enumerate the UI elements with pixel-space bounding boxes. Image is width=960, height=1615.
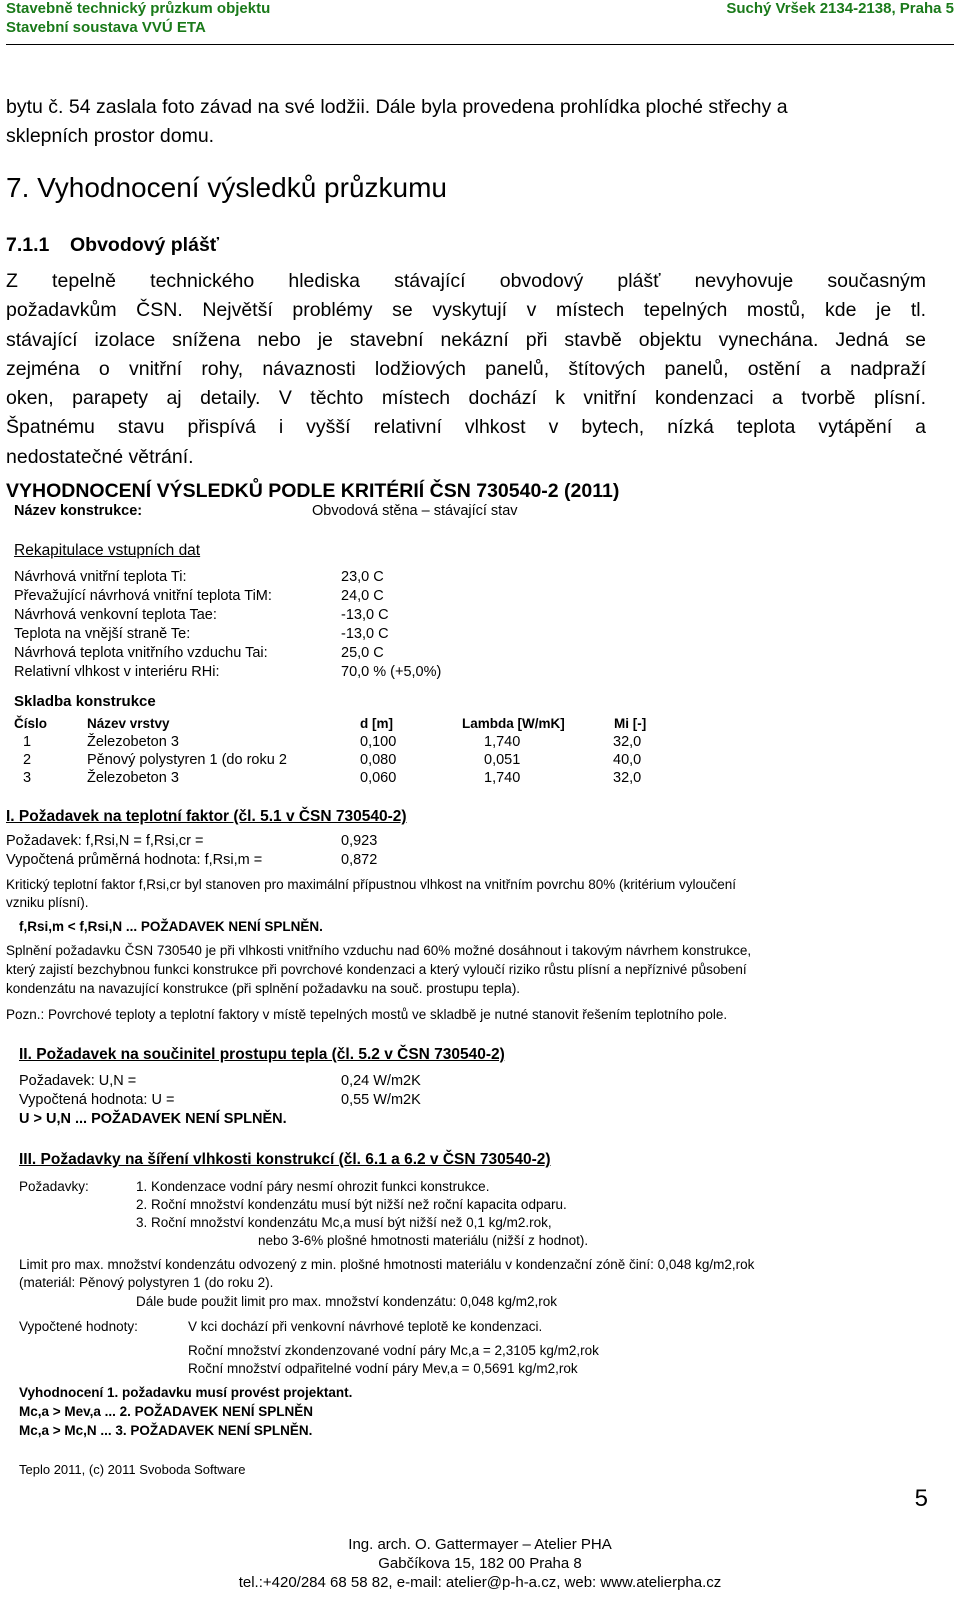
- requirement-3-item: 3. Roční množství kondenzátu Mc,a musí být nižší než 0,1 kg/m2.rok,: [136, 1215, 552, 1230]
- input-value: 70,0 % (+5,0%): [341, 664, 442, 680]
- requirement-2-result: U > U,N ... POŽADAVEK NENÍ SPLNĚN.: [19, 1111, 287, 1127]
- input-value: 25,0 C: [341, 645, 384, 661]
- input-value: -13,0 C: [341, 607, 389, 623]
- requirement-2-value: 0,24 W/m2K: [341, 1073, 421, 1089]
- requirement-3-item: 1. Kondenzace vodní páry nesmí ohrozit funkci konstrukce.: [136, 1179, 490, 1194]
- paragraph-line: požadavkům ČSN. Největší problémy se vyskytují v místech tepelných mostů, kde je tl.: [6, 299, 926, 322]
- section-heading: 7. Vyhodnocení výsledků průzkumu: [6, 172, 447, 203]
- paragraph-line: Špatnému stavu přispívá i vyšší relativní vlhkost v bytech, nízká teplota vytápění a: [6, 416, 926, 439]
- requirement-1-result: f,Rsi,m < f,Rsi,N ... POŽADAVEK NENÍ SPLNĚN.: [19, 919, 323, 934]
- layer-cell-mi: 32,0: [613, 770, 642, 786]
- input-value: 24,0 C: [341, 588, 384, 604]
- input-value: -13,0 C: [341, 626, 389, 642]
- calculated-line: V kci dochází při venkovní návrhové teplotě ke kondenzaci.: [188, 1319, 543, 1334]
- evaluation-line: Vyhodnocení 1. požadavku musí provést projektant.: [19, 1385, 353, 1400]
- section-paragraph: [6, 267, 926, 472]
- input-label: Návrhová teplota vnitřního vzduchu Tai:: [14, 645, 268, 661]
- requirement-2-title: II. Požadavek na součinitel prostupu tepla (čl. 5.2 v ČSN 730540-2): [19, 1046, 505, 1063]
- layer-cell-name: Železobeton 3: [87, 770, 179, 786]
- calculated-label: Vypočtené hodnoty:: [19, 1319, 138, 1334]
- layer-cell-mi: 32,0: [613, 734, 642, 750]
- layers-header-thickness: d [m]: [360, 716, 393, 731]
- limit-line: Limit pro max. množství kondenzátu odvozený z min. plošné hmotnosti materiálu v kondenzační zóně činí: 0,048 kg/m2,rok: [19, 1257, 755, 1272]
- requirement-2-label: Vypočtená hodnota: U =: [19, 1092, 175, 1108]
- input-label: Návrhová venkovní teplota Tae:: [14, 607, 217, 623]
- evaluation-line: Mc,a > Mev,a ... 2. POŽADAVEK NENÍ SPLNĚN: [19, 1404, 313, 1419]
- requirement-1-value: 0,923: [341, 833, 378, 849]
- header-building-system: Stavební soustava VVÚ ETA: [6, 19, 206, 36]
- requirement-3-item: 2. Roční množství kondenzátu musí být nižší než roční kapacita odparu.: [136, 1197, 567, 1212]
- intro-line-1: bytu č. 54 zaslala foto závad na své lodžii. Dále byla provedena prohlídka ploché střechy a: [6, 96, 788, 118]
- layer-cell-name: Pěnový polystyren 1 (do roku 2: [87, 752, 287, 768]
- input-label: Převažující návrhová vnitřní teplota TiM:: [14, 588, 272, 604]
- requirement-1-paragraph-line: který zajistí bezchybnou funkci konstrukce při povrchové kondenzaci a který vyloučí riziko růstu plísní a nepříznivé působení: [6, 962, 747, 977]
- layer-cell-number: 3: [23, 770, 32, 786]
- subsection-number: 7.1.1: [6, 234, 50, 256]
- report-title: VYHODNOCENÍ VÝSLEDKŮ PODLE KRITÉRIÍ ČSN 730540-2 (2011): [6, 480, 620, 502]
- requirement-3-label: Požadavky:: [19, 1179, 89, 1194]
- paragraph-line: stávající izolace snížena nebo je stavební nekázní při stavbě objektu vynechána. Jedná se: [6, 328, 926, 351]
- intro-line-2: sklepních prostor domu.: [6, 125, 215, 147]
- header-document-title: Stavebně technický průzkum objektu: [6, 0, 271, 17]
- input-value: 23,0 C: [341, 569, 384, 585]
- recap-title: Rekapitulace vstupních dat: [14, 542, 201, 559]
- layers-title: Skladba konstrukce: [14, 693, 156, 710]
- evaluation-line: Mc,a > Mc,N ... 3. POŽADAVEK NENÍ SPLNĚN.: [19, 1423, 313, 1438]
- requirement-1-title: I. Požadavek na teplotní faktor (čl. 5.1 v ČSN 730540-2): [6, 808, 407, 825]
- layers-header-number: Číslo: [14, 716, 48, 731]
- layer-cell-thickness: 0,060: [360, 770, 397, 786]
- input-label: Teplota na vnější straně Te:: [14, 626, 191, 642]
- layers-header-lambda: Lambda [W/mK]: [462, 716, 565, 731]
- subsection-title: Obvodový plášť: [70, 234, 220, 256]
- layer-cell-lambda: 1,740: [484, 734, 521, 750]
- header-rule: [6, 44, 954, 45]
- calculated-line: Roční množství odpařitelné vodní páry Mev,a = 0,5691 kg/m2,rok: [188, 1361, 578, 1376]
- footer-author: Ing. arch. O. Gattermayer – Atelier PHA: [348, 1536, 612, 1553]
- requirement-1-remark: Pozn.: Povrchové teploty a teplotní faktory v místě tepelných mostů ve skladbě je nutné stanovit řešením teplotního pole.: [6, 1007, 728, 1022]
- requirement-1-label: Požadavek: f,Rsi,N = f,Rsi,cr =: [6, 833, 204, 849]
- layer-cell-lambda: 0,051: [484, 752, 521, 768]
- page-number: 5: [914, 1485, 928, 1512]
- footer-contact: tel.:+420/284 68 58 82, e-mail: atelier@p-h-a.cz, web: www.atelierpha.cz: [238, 1574, 722, 1591]
- construction-value: Obvodová stěna – stávající stav: [312, 503, 518, 519]
- limit-line: Dále bude použit limit pro max. množství kondenzátu: 0,048 kg/m2,rok: [136, 1294, 557, 1309]
- requirement-1-paragraph-line: Splnění požadavku ČSN 730540 je při vlhkosti vnitřního vzduchu nad 60% možné dosáhnout i takovým návrhem konstrukce,: [6, 943, 752, 958]
- layer-cell-number: 2: [23, 752, 32, 768]
- requirement-3-item-cont: nebo 3-6% plošné hmotnosti materiálu (nižší z hodnot).: [258, 1233, 589, 1248]
- layers-header-mi: Mi [-]: [614, 716, 647, 731]
- header-address: Suchý Vršek 2134-2138, Praha 5: [726, 0, 954, 17]
- input-label: Relativní vlhkost v interiéru RHi:: [14, 664, 220, 680]
- requirement-1-note-cont: vzniku plísní).: [6, 895, 89, 910]
- footer-address: Gabčíkova 15, 182 00 Praha 8: [378, 1555, 582, 1572]
- layer-cell-name: Železobeton 3: [87, 734, 179, 750]
- requirement-2-label: Požadavek: U,N =: [19, 1073, 137, 1089]
- requirement-1-paragraph-line: kondenzátu na navazující konstrukce (při splnění požadavku na souč. prostupu tepla).: [6, 981, 521, 996]
- layer-cell-number: 1: [23, 734, 32, 750]
- layer-cell-mi: 40,0: [613, 752, 642, 768]
- input-label: Návrhová vnitřní teplota Ti:: [14, 569, 187, 585]
- paragraph-line: zejména o vnitřní rohy, návaznosti lodžiových panelů, štítových panelů, ostění a nadpraží: [6, 357, 926, 380]
- layer-cell-thickness: 0,100: [360, 734, 397, 750]
- layers-header-name: Název vrstvy: [87, 716, 170, 731]
- calculated-line: Roční množství zkondenzované vodní páry Mc,a = 2,3105 kg/m2,rok: [188, 1343, 599, 1358]
- limit-line: (materiál: Pěnový polystyren 1 (do roku 2).: [19, 1275, 274, 1290]
- software-credit: Teplo 2011, (c) 2011 Svoboda Software: [19, 1462, 246, 1477]
- requirement-1-note: Kritický teplotní faktor f,Rsi,cr byl stanoven pro maximální přípustnou vlhkost na vnitřním povrchu 80% (kritérium vyloučení: [6, 877, 737, 892]
- paragraph-line: nedostatečné větrání.: [6, 445, 194, 468]
- requirement-1-value: 0,872: [341, 852, 378, 868]
- paragraph-line: oken, parapety aj detaily. V těchto místech dochází k vnitřní kondenzaci a tvorbě plísní.: [6, 387, 926, 410]
- requirement-1-label: Vypočtená průměrná hodnota: f,Rsi,m =: [6, 852, 263, 868]
- layer-cell-thickness: 0,080: [360, 752, 397, 768]
- construction-label: Název konstrukce:: [14, 503, 143, 519]
- requirement-3-title: III. Požadavky na šíření vlhkosti konstrukcí (čl. 6.1 a 6.2 v ČSN 730540-2): [19, 1151, 551, 1168]
- layer-cell-lambda: 1,740: [484, 770, 521, 786]
- paragraph-line: Z tepelně technického hlediska stávající obvodový plášť nevyhovuje současným: [6, 270, 926, 292]
- requirement-2-value: 0,55 W/m2K: [341, 1092, 421, 1108]
